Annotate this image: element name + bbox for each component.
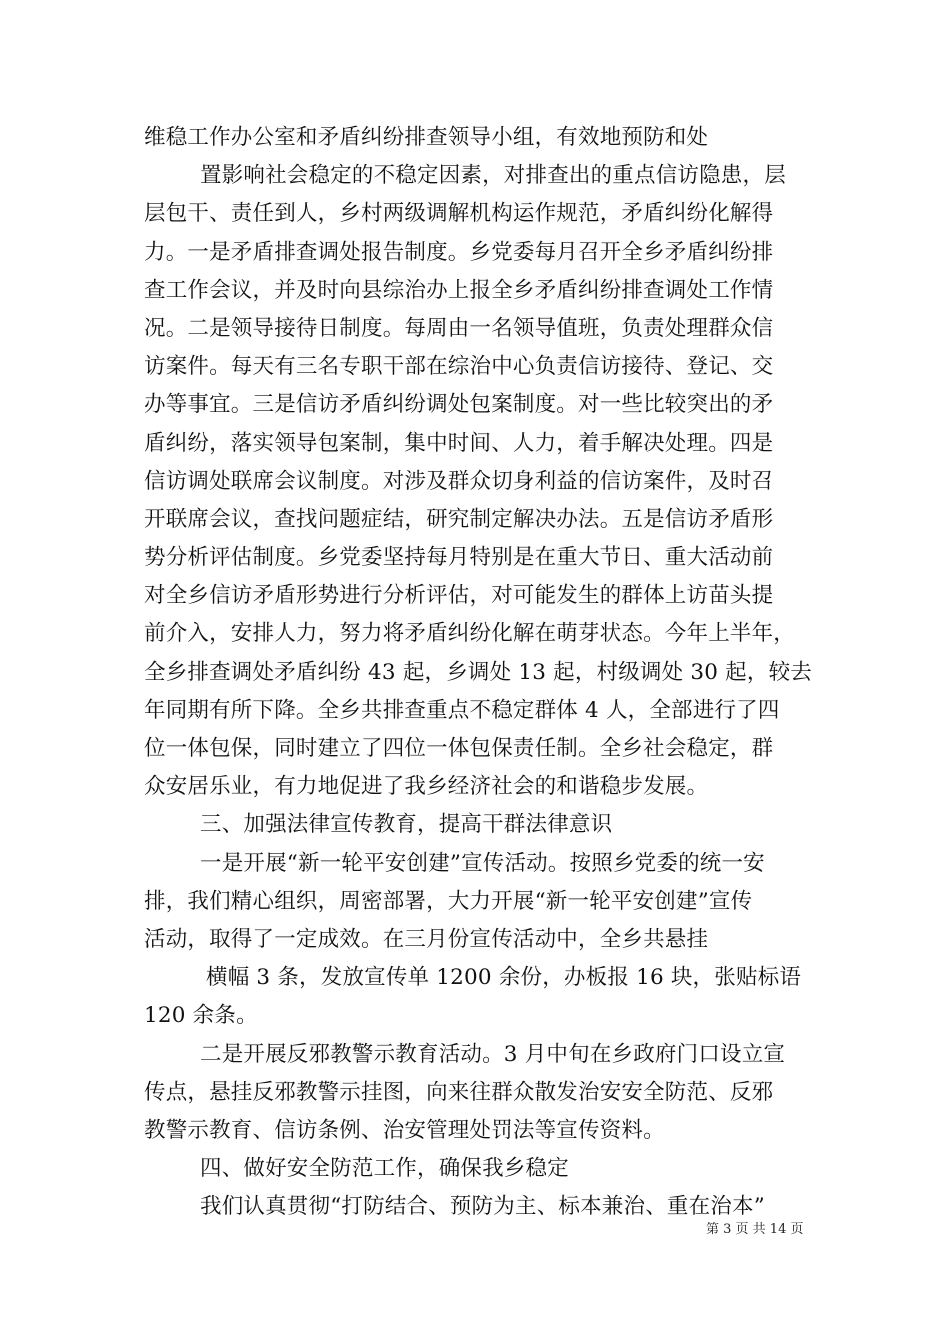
- text-line: 排，我们精心组织，周密部署，大力开展“新一轮平安创建”宣传: [144, 888, 753, 914]
- text-line: 一是开展“新一轮平安创建”宣传活动。按照乡党委的统一安: [200, 850, 765, 876]
- body-text: [144, 119, 824, 1226]
- text-line: 置影响社会稳定的不稳定因素，对排查出的重点信访隐患，层: [200, 163, 786, 189]
- text-line: 前介入，安排人力，努力将矛盾纠纷化解在萌芽状态。今年上半年，: [144, 621, 796, 647]
- text-line: 盾纠纷，落实领导包案制，集中时间、人力，着手解决处理。四是: [144, 430, 774, 456]
- text-line: 120 余条。: [144, 1003, 258, 1029]
- text-line: 我们认真贯彻“打防结合、预防为主、标本兼治、重在治本”: [200, 1194, 765, 1220]
- text-line: 传点，悬挂反邪教警示挂图，向来往群众散发治安安全防范、反邪: [144, 1079, 774, 1105]
- text-line: 位一体包保，同时建立了四位一体包保责任制。全乡社会稳定，群: [144, 736, 774, 761]
- text-line: 二是开展反邪教警示教育活动。3 月中旬在乡政府门口设立宣: [200, 1041, 786, 1067]
- text-line: 教警示教育、信访条例、治安管理处罚法等宣传资料。: [144, 1117, 665, 1143]
- text-line: 势分析评估制度。乡党委坚持每月特别是在重大节日、重大活动前: [144, 545, 774, 571]
- text-line: 查工作会议，并及时向县综治办上报全乡矛盾纠纷排查调处工作情: [144, 277, 774, 303]
- text-line: 办等事宜。三是信访矛盾纠纷调处包案制度。对一些比较突出的矛: [144, 392, 774, 418]
- text-line: 全乡排查调处矛盾纠纷 43 起，乡调处 13 起，村级调处 30 起，较去: [144, 659, 812, 685]
- section-heading: 四、做好安全防范工作，确保我乡稳定: [200, 1156, 569, 1182]
- text-line: 开联席会议，查找问题症结，研究制定解决办法。五是信访矛盾形: [144, 506, 774, 532]
- text-line: 维稳工作办公室和矛盾纠纷排查领导小组，有效地预防和处: [144, 125, 709, 150]
- page-number-footer: 第 3 页 共 14 页: [706, 1222, 804, 1237]
- text-line: 众安居乐业，有力地促进了我乡经济社会的和谐稳步发展。: [144, 774, 709, 800]
- text-line: 力。一是矛盾排查调处报告制度。乡党委每月召开全乡矛盾纠纷排: [144, 239, 774, 265]
- text-line: 对全乡信访矛盾形势进行分析评估，对可能发生的群体上访苗头提: [144, 583, 774, 609]
- text-line: 年同期有所下降。全乡共排查重点不稳定群体 4 人，全部进行了四: [144, 697, 780, 723]
- text-line: 活动，取得了一定成效。在三月份宣传活动中，全乡共悬挂: [144, 926, 709, 952]
- text-line: 层包干、责任到人，乡村两级调解机构运作规范，矛盾纠纷化解得: [144, 201, 774, 227]
- text-line: 信访调处联席会议制度。对涉及群众切身利益的信访案件，及时召: [144, 468, 774, 494]
- section-heading: 三、加强法律宣传教育，提高干群法律意识: [200, 812, 613, 838]
- text-line: 况。二是领导接待日制度。每周由一名领导值班，负责处理群众信: [144, 315, 774, 341]
- text-line: 访案件。每天有三名专职干部在综治中心负责信访接待、登记、交: [144, 354, 774, 380]
- text-line: 横幅 3 条，发放宣传单 1200 余份，办板报 16 块，张贴标语: [206, 965, 802, 991]
